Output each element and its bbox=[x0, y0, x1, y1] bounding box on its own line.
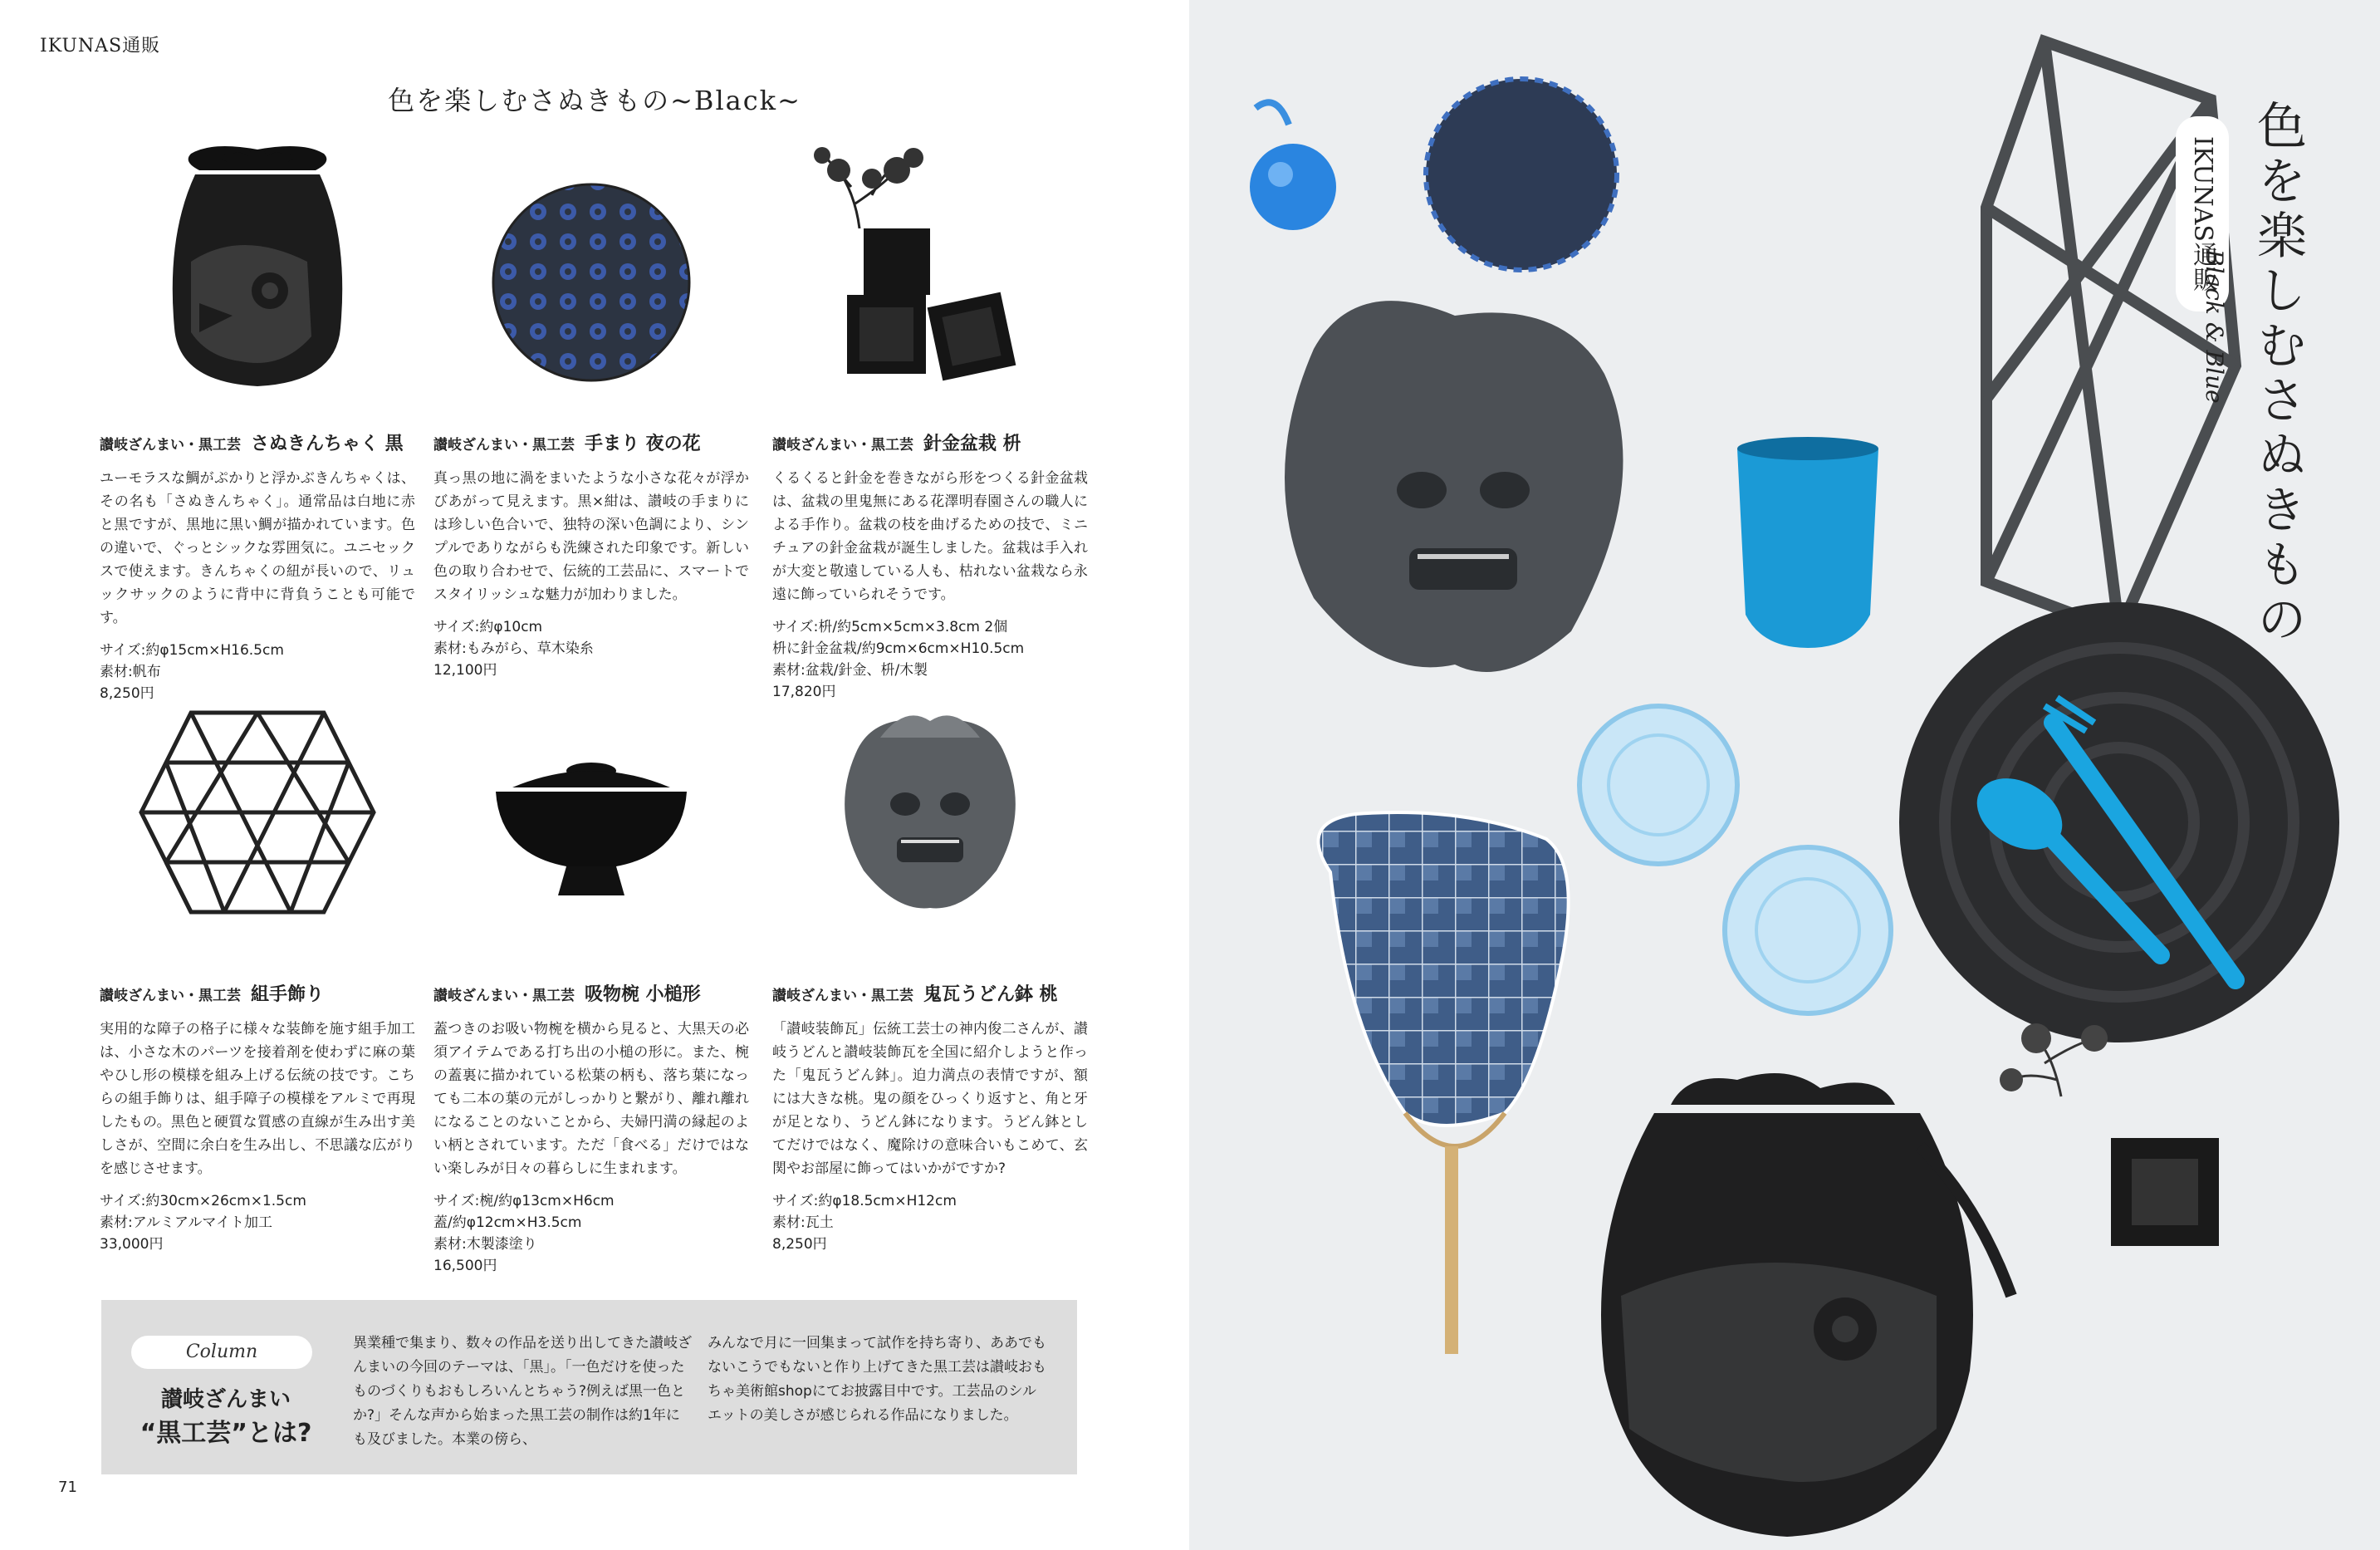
product-card-bonsai bbox=[772, 137, 1088, 703]
product-size: サイズ:枡/約5cm×5cm×3.8cm 2個 bbox=[772, 619, 1008, 635]
product-description: 実用的な障子の格子に様々な装飾を施す組手加工は、小さな木のパーツを接着剤を使わずに麻の葉やひし形の模様を組み上げる伝統の技です。こちらの組手飾りは、組手障子の模様をアルミで再現したもの。黒色と硬質な質感の直線が生み出す美しさが、空間に余白を生み出し、不思議な広がりを感じさせます。 bbox=[100, 1021, 415, 1177]
page-number: 71 bbox=[58, 1479, 77, 1496]
header-tag: IKUNAS通販 bbox=[40, 36, 161, 56]
product-material: 素材:瓦土 bbox=[772, 1214, 834, 1231]
product-size: サイズ:約φ10cm bbox=[433, 619, 543, 635]
product-material: 素材:帆布 bbox=[100, 664, 161, 680]
product-name: 鬼瓦うどん鉢 桃 bbox=[923, 984, 1058, 1005]
product-maker: 讃岐ざんまい・黒工芸 bbox=[433, 437, 575, 454]
onigawara-photo bbox=[772, 688, 1088, 970]
product-description: 蓋つきのお吸い物椀を横から見ると、大黒天の必須アイテムである打ち出の小槌の形に。また、椀の蓋裏に描かれている松葉の柄も、落ち葉になっても二本の葉の元がしっかりと繋がり、離れ離れになることのないことから、夫婦円満の縁起のよい柄とされています。ただ「食べる」だけではない楽しみが日々の暮らしに生まれます。 bbox=[433, 1021, 749, 1177]
product-name: 吸物椀 小槌形 bbox=[585, 984, 701, 1005]
product-description: 「讃岐装飾瓦」伝統工芸士の神内俊二さんが、讃岐うどんと讃岐装飾瓦を全国に紹介しようと作った「鬼瓦うどん鉢」。迫力満点の表情ですが、額には大きな桃。鬼の顔をひっくり返すと、角と牙が足となり、うどん鉢になります。うどん鉢としてだけではなく、魔除けの意味合いもこめて、玄関やお部屋に飾ってはいかがですか? bbox=[772, 1021, 1088, 1177]
product-size: サイズ:椀/約φ13cm×H6cm bbox=[433, 1193, 615, 1209]
product-card-temari bbox=[433, 137, 749, 681]
owan-photo bbox=[433, 688, 749, 970]
product-material: 素材:木製漆塗り bbox=[433, 1236, 537, 1253]
product-price: 33,000円 bbox=[100, 1236, 164, 1253]
product-maker: 讃岐ざんまい・黒工芸 bbox=[433, 988, 575, 1004]
column-subheading: “黒工芸”とは? bbox=[140, 1419, 312, 1448]
left-page bbox=[0, 0, 1189, 1550]
product-material: 素材:アルミアルマイト加工 bbox=[100, 1214, 273, 1231]
product-description: 真っ黒の地に渦をまいたような小さな花々が浮かびあがって見えます。黒×紺は、讃岐の手まりには珍しい色合いで、独特の深い色調により、シンプルでありながらも洗練された印象です。新しい色の取り合わせで、伝統的工芸品に、スマートでスタイリッシュな魅力が加わりました。 bbox=[433, 470, 749, 603]
kumite-photo bbox=[100, 688, 415, 970]
right-tag: IKUNAS通販 bbox=[2176, 116, 2229, 311]
product-price: 16,500円 bbox=[433, 1258, 497, 1274]
product-card-onigawara bbox=[772, 688, 1088, 1255]
product-name: 手まり 夜の花 bbox=[585, 434, 701, 454]
product-name: 針金盆栽 枡 bbox=[923, 434, 1021, 454]
product-maker: 讃岐ざんまい・黒工芸 bbox=[772, 988, 913, 1004]
product-material: 素材:盆栽/針金、枡/木製 bbox=[772, 662, 928, 679]
right-title: 色を楽しむさぬきもの bbox=[2249, 100, 2307, 648]
product-description: くるくると針金を巻きながら形をつくる針金盆栽は、盆栽の里鬼無にある花澤明春園さんの職人による手作り。盆栽の枝を曲げるための技で、ミニチュアの針金盆栽が誕生しました。盆栽は手入れが大変と敬遠している人も、枯れない盆栽なら永遠に飾っていられそうです。 bbox=[772, 470, 1088, 603]
product-price: 8,250円 bbox=[772, 1236, 827, 1253]
column-heading: 讃岐ざんまい bbox=[160, 1387, 291, 1412]
product-maker: 讃岐ざんまい・黒工芸 bbox=[100, 988, 241, 1004]
temari-photo bbox=[433, 137, 749, 419]
product-name: 組手飾り bbox=[251, 984, 325, 1005]
product-maker: 讃岐ざんまい・黒工芸 bbox=[772, 437, 913, 454]
product-size-2: 枡に針金盆栽/約9cm×6cm×H10.5cm bbox=[772, 640, 1025, 657]
column-text-1: 異業種で集まり、数々の作品を送り出してきた讃岐ざんまいの今回のテーマは、「黒」。「一色だけを使ったものづくりもおもしろいんとちゃう?例えば黒一色とか?」そんな声から始まった黒工芸の制作は約1年にも及びました。本業の傍ら、 bbox=[353, 1335, 692, 1448]
product-card-owan bbox=[433, 688, 749, 1277]
product-maker: 讃岐ざんまい・黒工芸 bbox=[100, 437, 241, 454]
product-size: サイズ:約φ15cm×H16.5cm bbox=[100, 642, 284, 659]
right-subtitle: Black & Blue bbox=[2201, 249, 2228, 404]
product-price: 12,100円 bbox=[433, 662, 497, 679]
product-name: さぬきんちゃく 黒 bbox=[251, 434, 404, 454]
product-description: ユーモラスな鯛がぷかりと浮かぶきんちゃくは、その名も「さぬきんちゃく」。通常品は白地に赤と黒ですが、黒地に黒い鯛が描かれています。色の違いで、ぐっとシックな雰囲気に。ユニセックスで使えます。きんちゃくの紐が長いので、リュックサックのように背中に背負うことも可能です。 bbox=[100, 470, 415, 626]
bonsai-photo bbox=[772, 137, 1088, 419]
product-size-2: 蓋/約φ12cm×H3.5cm bbox=[433, 1214, 582, 1231]
product-size: サイズ:約φ18.5cm×H12cm bbox=[772, 1193, 957, 1209]
product-price: 17,820円 bbox=[772, 684, 836, 700]
right-page-photo bbox=[1189, 0, 2380, 1550]
kinchaku-photo bbox=[100, 137, 415, 419]
product-size: サイズ:約30cm×26cm×1.5cm bbox=[100, 1193, 306, 1209]
product-price: 8,250円 bbox=[100, 685, 154, 702]
column-text-2: みんなで月に一回集まって試作を持ち寄り、ああでもないこうでもないと作り上げてきた黒工芸は讃岐おもちゃ美術館shopにてお披露目中です。工芸品のシルエットの美しさが感じられる作品になりました。 bbox=[708, 1335, 1046, 1424]
product-card-kinchaku bbox=[100, 137, 415, 704]
column-tag: Column bbox=[131, 1336, 312, 1369]
product-material: 素材:もみがら、草木染糸 bbox=[433, 640, 594, 657]
product-card-kumite bbox=[100, 688, 415, 1255]
page-title: 色を楽しむさぬきもの~Black~ bbox=[388, 85, 801, 116]
